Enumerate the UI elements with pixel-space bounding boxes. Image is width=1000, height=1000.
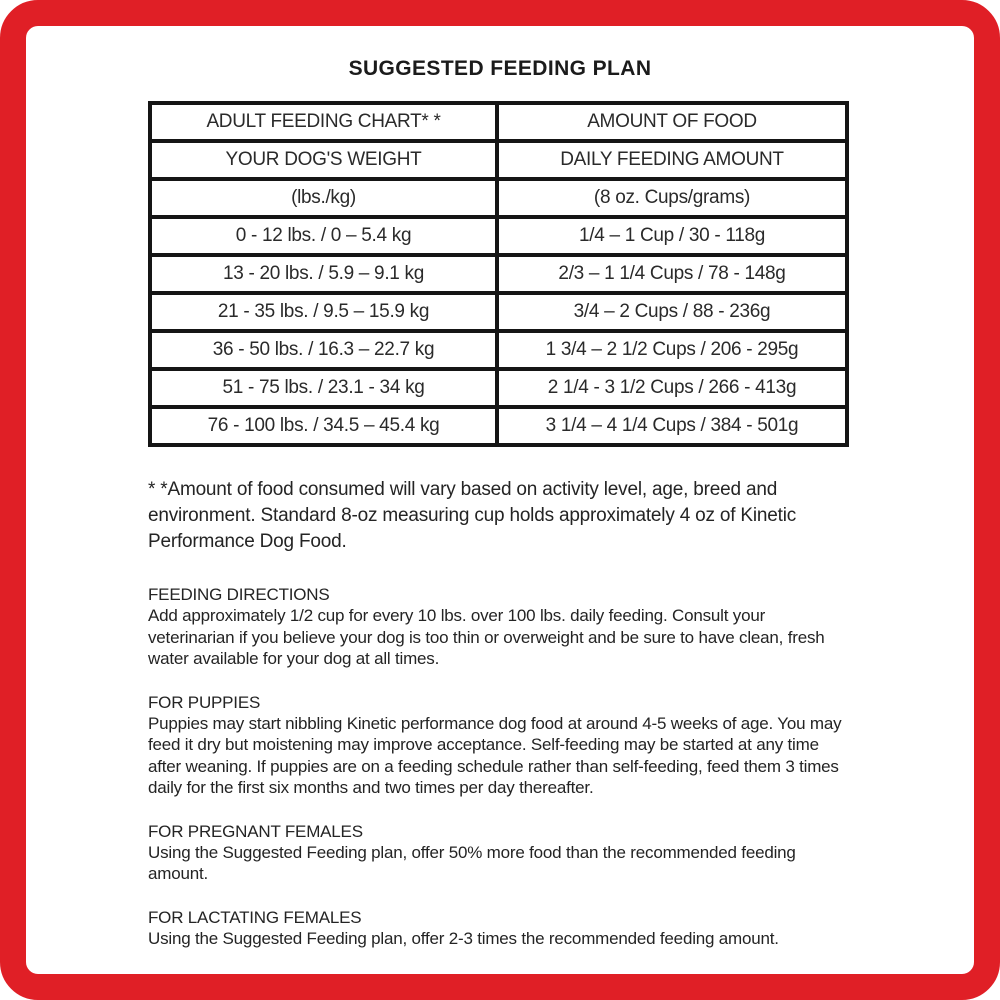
header-cell-units-weight: (lbs./kg): [150, 179, 497, 217]
food-amount-cell: 3/4 – 2 Cups / 88 - 236g: [497, 293, 847, 331]
food-amount-cell: 1 3/4 – 2 1/2 Cups / 206 - 295g: [497, 331, 847, 369]
section-body: Add approximately 1/2 cup for every 10 lbs. over 100 lbs. daily feeding. Consult your veterinarian if you believe your dog is too thin or overweight and be sure to have clean, fresh water available for your dog at all times.: [148, 606, 825, 668]
notes-area: [148, 477, 856, 971]
section-body: Using the Suggested Feeding plan, offer 2-3 times the recommended feeding amount.: [148, 928, 779, 948]
table-row: [150, 293, 847, 331]
header-cell-daily-feeding-amount: DAILY FEEDING AMOUNT: [497, 141, 847, 179]
section-heading: FEEDING DIRECTIONS: [148, 585, 330, 604]
section-body: Puppies may start nibbling Kinetic performance dog food at around 4-5 weeks of age. You may feed it dry but moistening may improve acceptance. Self-feeding may be started at any time after weaning. If puppies are on a feeding schedule rather than self-feeding, feed them 3 times daily for the first six months and two times per day thereafter.: [148, 713, 842, 797]
header-cell-units-cups: (8 oz. Cups/grams): [497, 179, 847, 217]
food-amount-cell: 1/4 – 1 Cup / 30 - 118g: [497, 217, 847, 255]
table-row: [150, 369, 847, 407]
weight-range-cell: 51 - 75 lbs. / 23.1 - 34 kg: [150, 369, 497, 407]
table-row: [150, 255, 847, 293]
section-heading: FOR PUPPIES: [148, 692, 261, 712]
footnote-text: * *Amount of food consumed will vary based on activity level, age, breed and environment. Standard 8-oz measuring cup holds approximately 4 oz of Kinetic Performance Dog Food.: [148, 479, 797, 552]
section-heading: FOR PREGNANT FEMALES: [148, 821, 363, 841]
food-amount-cell: 2/3 – 1 1/4 Cups / 78 - 148g: [497, 255, 847, 293]
food-amount-cell: 3 1/4 – 4 1/4 Cups / 384 - 501g: [497, 407, 847, 445]
section-heading: FOR LACTATING FEMALES: [148, 907, 362, 927]
header-cell-amount-of-food: AMOUNT OF FOOD: [497, 103, 847, 141]
section-for-puppies: [148, 692, 856, 799]
table-header-row: [150, 141, 847, 179]
table-header-row: [150, 103, 847, 141]
header-cell-dog-weight: YOUR DOG'S WEIGHT: [150, 141, 497, 179]
weight-range-cell: 36 - 50 lbs. / 16.3 – 22.7 kg: [150, 331, 497, 369]
table-row: [150, 217, 847, 255]
weight-range-cell: 76 - 100 lbs. / 34.5 – 45.4 kg: [150, 407, 497, 445]
feeding-table: [148, 101, 849, 447]
header-cell-adult-feeding-chart: ADULT FEEDING CHART* *: [150, 103, 497, 141]
food-amount-cell: 2 1/4 - 3 1/2 Cups / 266 - 413g: [497, 369, 847, 407]
page-title: SUGGESTED FEEDING PLAN: [348, 57, 652, 80]
table-header-row: [150, 179, 847, 217]
section-body: Using the Suggested Feeding plan, offer 50% more food than the recommended feeding amount.: [148, 842, 796, 883]
table-row: [150, 331, 847, 369]
section-for-lactating-females: [148, 907, 856, 950]
section-for-pregnant-females: [148, 821, 856, 885]
section-feeding-directions: [148, 584, 856, 670]
weight-range-cell: 21 - 35 lbs. / 9.5 – 15.9 kg: [150, 293, 497, 331]
weight-range-cell: 13 - 20 lbs. / 5.9 – 9.1 kg: [150, 255, 497, 293]
table-row: [150, 407, 847, 445]
weight-range-cell: 0 - 12 lbs. / 0 – 5.4 kg: [150, 217, 497, 255]
